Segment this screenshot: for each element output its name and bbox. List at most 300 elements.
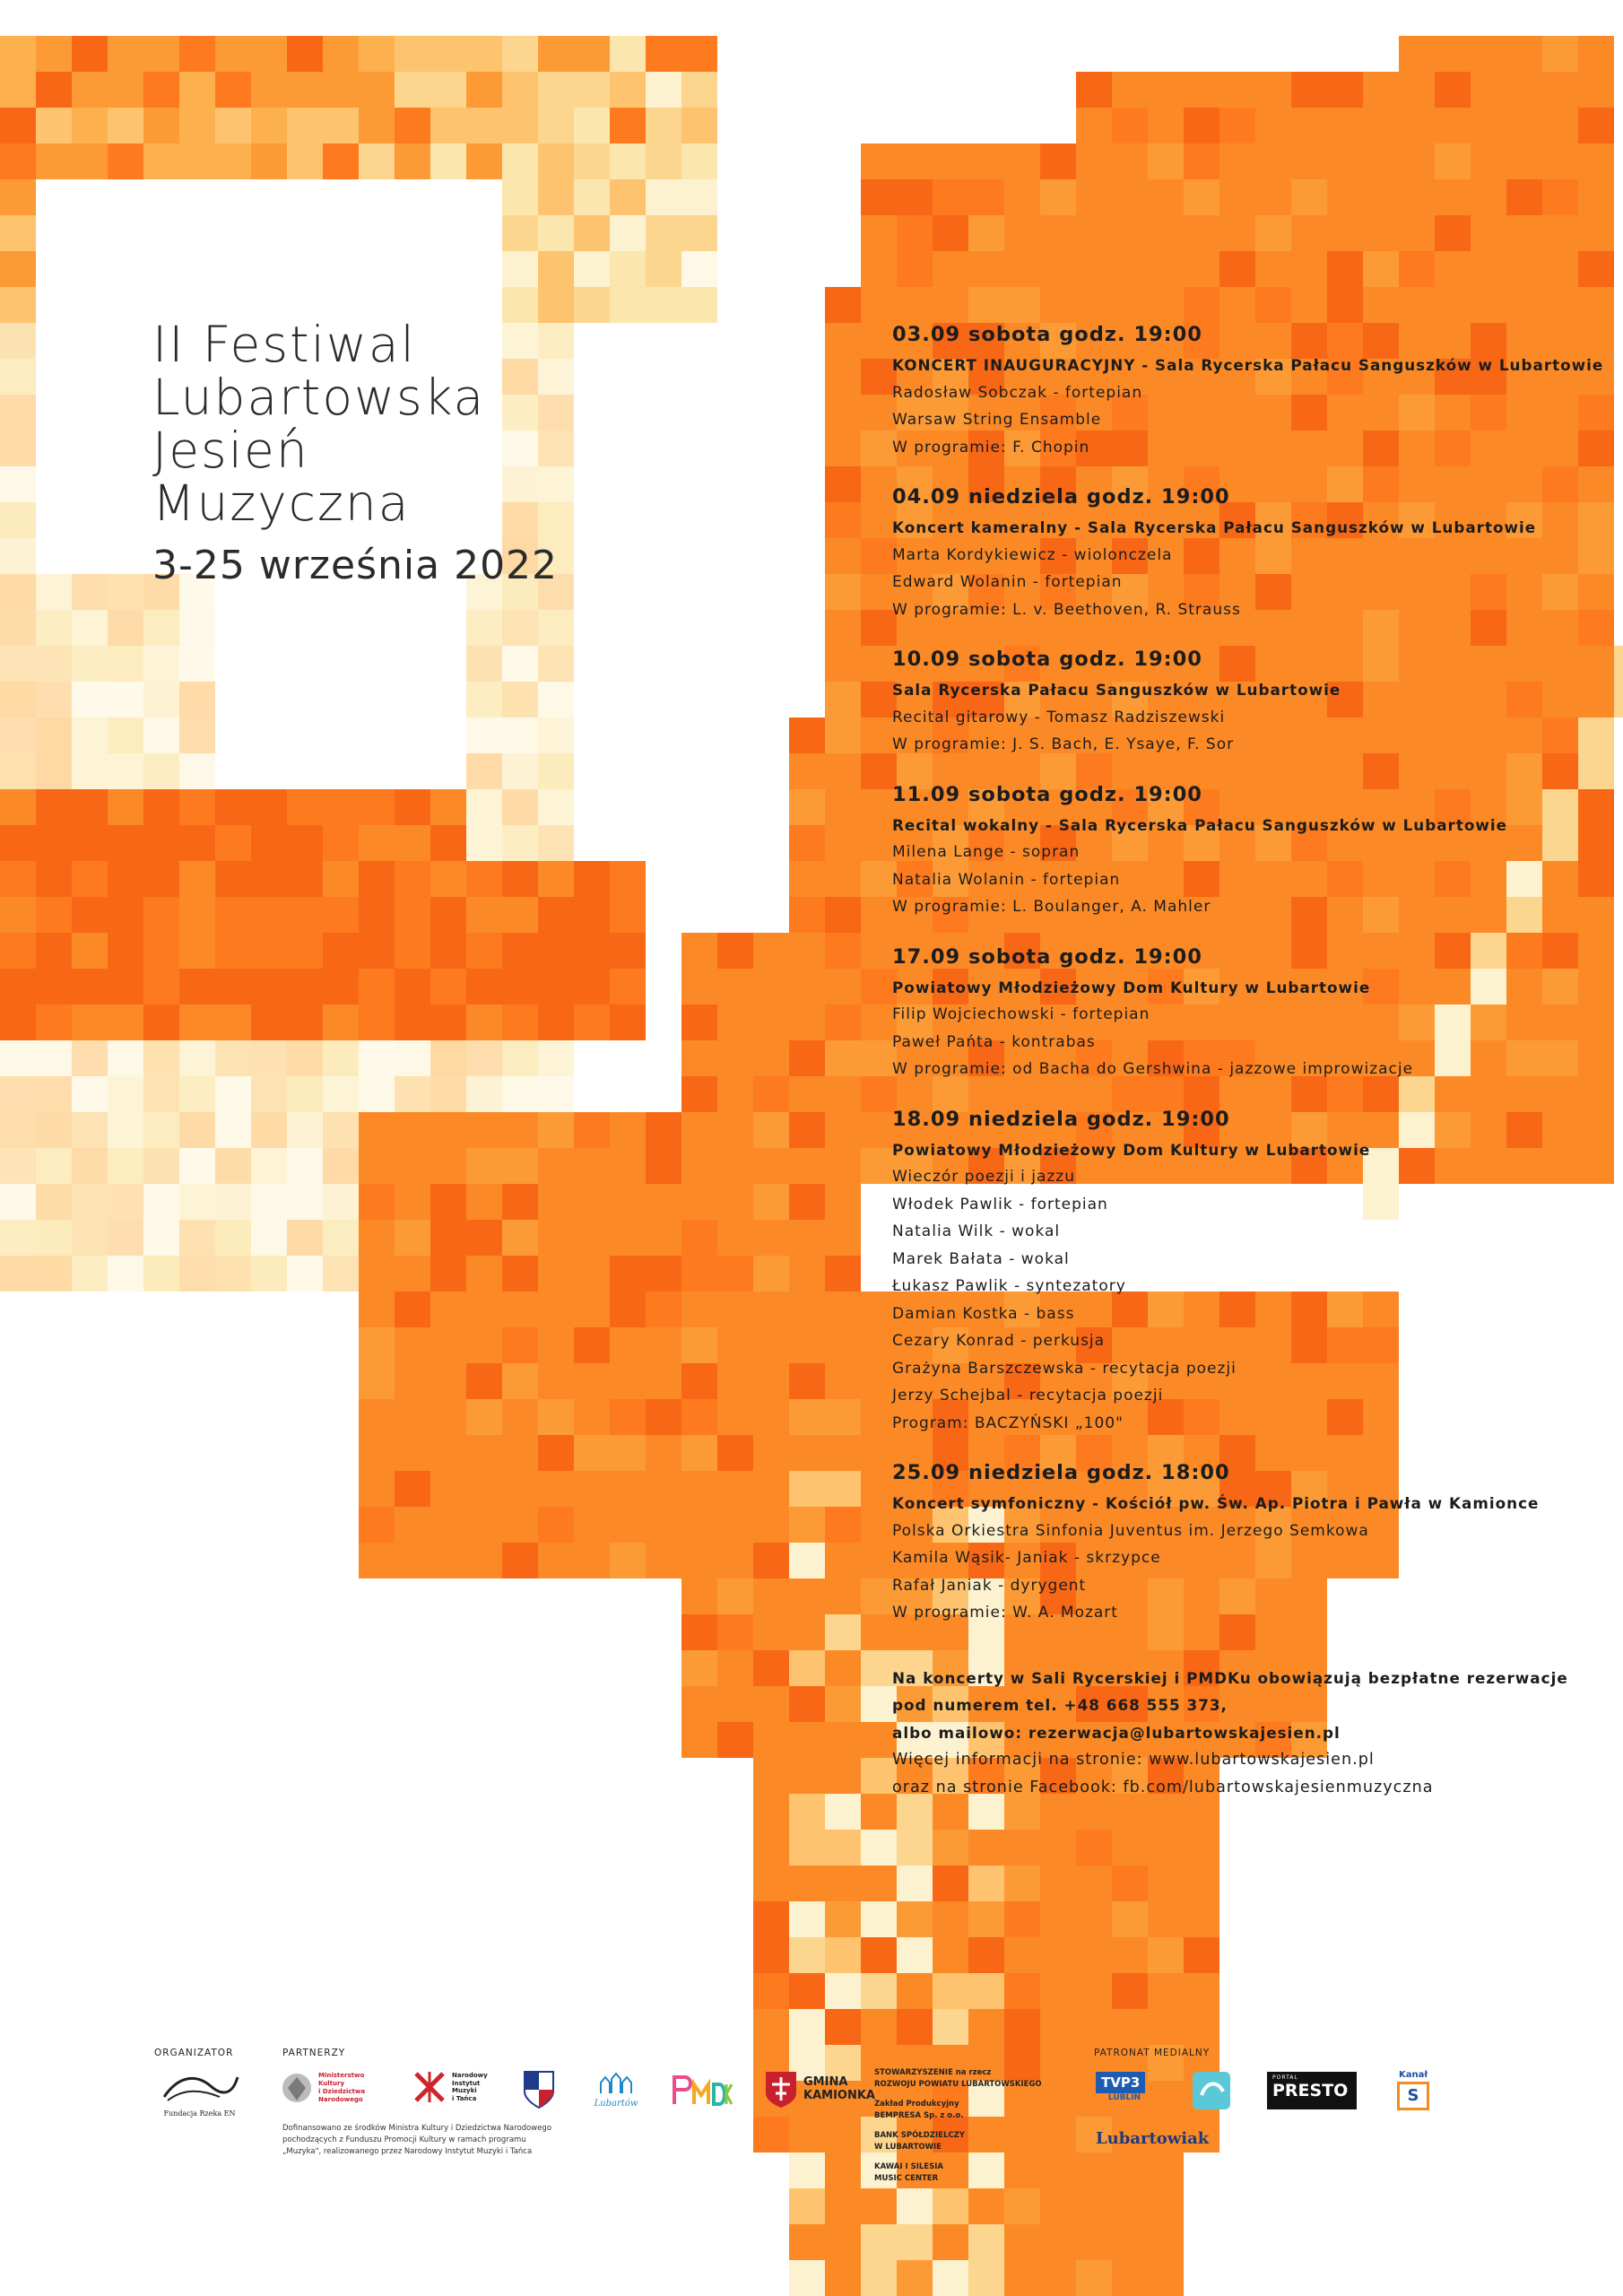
pixel-cell: [323, 1184, 359, 1220]
nimit-logo-text: [452, 2072, 488, 2102]
pixel-cell: [861, 825, 897, 861]
nimit-text-3: Muzyki: [452, 2087, 477, 2094]
pixel-cell: [466, 1399, 502, 1435]
pixel-cell: [359, 1363, 395, 1399]
pixel-cell: [108, 933, 143, 969]
pixel-cell: [215, 825, 251, 861]
pixel-cell: [1363, 287, 1399, 323]
pixel-cell: [430, 861, 466, 897]
pixel-cell: [933, 144, 968, 179]
pixel-cell: [287, 215, 323, 251]
event-venue: Powiatowy Młodzieżowy Dom Kultury w Lubartowie: [892, 978, 1371, 996]
pixel-cell: [430, 933, 466, 969]
pixel-cell: [681, 108, 717, 144]
pixel-cell: [1255, 215, 1291, 251]
pixel-cell: [1076, 179, 1112, 215]
pixel-cell: [251, 36, 287, 72]
pixel-cell: [395, 251, 430, 287]
pixel-cell: [933, 2224, 968, 2260]
facebook-line: oraz na stronie Facebook: fb.com/lubartowskajesienmuzyczna: [892, 1778, 1434, 1796]
pixel-cell: [825, 610, 861, 646]
sponsor-2-line-2: BEMPRESA Sp. z o.o.: [874, 2110, 964, 2120]
pixel-cell: [108, 1148, 143, 1184]
pixel-cell: [861, 144, 897, 179]
pixel-cell: [430, 1435, 466, 1471]
pixel-cell: [646, 1184, 681, 1220]
pixel-cell: [1291, 215, 1327, 251]
pixel-cell: [681, 1148, 717, 1184]
lubartow-logo: [594, 2072, 638, 2109]
pixel-cell: [538, 251, 574, 287]
pixel-cell: [108, 430, 143, 466]
pixel-cell: [430, 1004, 466, 1040]
pixel-cell: [0, 538, 36, 574]
pixel-cell: [143, 1040, 179, 1076]
pixel-cell: [538, 1256, 574, 1292]
pixel-cell: [861, 538, 897, 574]
pixel-cell: [359, 1004, 395, 1040]
pixel-cell: [717, 1256, 753, 1292]
pixel-cell: [359, 1399, 395, 1435]
sponsors-footer: [0, 2045, 1623, 2224]
pixel-cell: [395, 1292, 430, 1327]
pixel-cell: [681, 1614, 717, 1650]
pixel-cell: [933, 1830, 968, 1866]
pixel-cell: [108, 108, 143, 144]
pixel-cell: [395, 1040, 430, 1076]
reservation-email: albo mailowo: rezerwacja@lubartowskajesien.pl: [892, 1723, 1341, 1742]
pixel-cell: [502, 179, 538, 215]
pixel-cell: [610, 1112, 646, 1148]
pixel-cell: [1040, 1937, 1076, 1973]
pixel-cell: [359, 897, 395, 933]
pixel-cell: [0, 108, 36, 144]
pixel-cell: [395, 969, 430, 1004]
pixel-cell: [574, 1112, 610, 1148]
pixel-cell: [1506, 215, 1542, 251]
pixel-cell: [717, 1327, 753, 1363]
pixel-cell: [861, 789, 897, 825]
pixel-cell: [681, 287, 717, 323]
pixel-cell: [36, 359, 72, 395]
pixel-cell: [1291, 144, 1327, 179]
pixel-cell: [466, 969, 502, 1004]
pixel-cell: [72, 969, 108, 1004]
pixel-cell: [143, 682, 179, 718]
pixel-cell: [72, 682, 108, 718]
pixel-cell: [323, 1112, 359, 1148]
pixel-cell: [323, 969, 359, 1004]
pixel-cell: [681, 1004, 717, 1040]
pixel-cell: [574, 144, 610, 179]
pixel-cell: [466, 682, 502, 718]
title-line-4: Muzyczna: [152, 474, 411, 532]
pixel-cell: [72, 502, 108, 538]
pixel-cell: [1219, 287, 1255, 323]
pixel-cell: [825, 969, 861, 1004]
pixel-cell: [825, 287, 861, 323]
pixel-cell: [753, 1184, 789, 1220]
pixel-cell: [861, 1148, 897, 1184]
pixel-cell: [1004, 1937, 1040, 1973]
pixel-cell: [897, 251, 933, 287]
event-detail: Jerzy Schejbal - recytacja poezji: [892, 1387, 1164, 1405]
pixel-cell: [789, 1435, 825, 1471]
pixel-cell: [0, 861, 36, 897]
pixel-cell: [753, 1722, 789, 1758]
pixel-cell: [753, 969, 789, 1004]
pixel-cell: [574, 1399, 610, 1435]
event-2: [892, 481, 1601, 623]
pixel-cell: [538, 1327, 574, 1363]
pixel-cell: [1112, 1937, 1148, 1973]
pixel-cell: [287, 969, 323, 1004]
pixel-cell: [1435, 179, 1471, 215]
pixel-cell: [610, 897, 646, 933]
pixel-cell: [466, 1543, 502, 1578]
pixel-cell: [1112, 1901, 1148, 1937]
pixel-cell: [610, 1220, 646, 1256]
pixel-cell: [1004, 251, 1040, 287]
pixel-cell: [717, 1435, 753, 1471]
pixel-cell: [1506, 36, 1542, 72]
pixel-cell: [681, 215, 717, 251]
pixel-cell: [215, 1184, 251, 1220]
pixel-cell: [0, 1220, 36, 1256]
pixel-cell: [825, 1399, 861, 1435]
pixel-cell: [861, 1399, 897, 1435]
pixel-cell: [36, 287, 72, 323]
pixel-cell: [359, 1184, 395, 1220]
pixel-cell: [502, 646, 538, 682]
pixel-cell: [36, 1040, 72, 1076]
pixel-cell: [0, 1076, 36, 1112]
pixel-cell: [502, 1076, 538, 1112]
pixel-cell: [108, 395, 143, 430]
pixel-cell: [789, 933, 825, 969]
pixel-cell: [681, 1184, 717, 1220]
pixel-cell: [646, 1435, 681, 1471]
event-venue: Koncert kameralny - Sala Rycerska Pałacu Sanguszków w Lubartowie: [892, 518, 1537, 536]
pixel-cell: [1076, 2224, 1112, 2260]
pixel-cell: [610, 179, 646, 215]
pixel-cell: [610, 1507, 646, 1543]
pixel-cell: [502, 287, 538, 323]
pixel-cell: [789, 861, 825, 897]
pixel-cell: [753, 1399, 789, 1435]
pixel-cell: [753, 1256, 789, 1292]
pixel-cell: [646, 1256, 681, 1292]
pixel-cell: [825, 1112, 861, 1148]
pixel-cell: [72, 538, 108, 574]
pixel-cell: [287, 933, 323, 969]
gmina-text-1: GMINA: [803, 2075, 848, 2089]
pixel-cell: [861, 933, 897, 969]
event-detail: Kamila Wąsik- Janiak - skrzypce: [892, 1549, 1161, 1567]
pixel-cell: [789, 825, 825, 861]
concert-program: [892, 318, 1604, 1801]
pixel-cell: [251, 72, 287, 108]
pixel-cell: [251, 108, 287, 144]
pixel-cell: [825, 1866, 861, 1901]
pixel-cell: [395, 144, 430, 179]
pixel-cell: [36, 1076, 72, 1112]
pixel-cell: [861, 1543, 897, 1578]
pixel-cell: [610, 1004, 646, 1040]
lubartowiak-logo: Lubartowiak: [1096, 2129, 1210, 2148]
pixel-cell: [179, 753, 215, 789]
pixel-cell: [538, 36, 574, 72]
pixel-cell: [1040, 1973, 1076, 2009]
pixel-cell: [0, 1040, 36, 1076]
pixel-cell: [1076, 1830, 1112, 1866]
pixel-cell: [574, 1256, 610, 1292]
pixel-cell: [1148, 251, 1184, 287]
event-detail: Polska Orkiestra Sinfonia Juventus im. Jerzego Semkowa: [892, 1521, 1369, 1540]
pixel-cell: [538, 1363, 574, 1399]
pixel-cell: [0, 610, 36, 646]
pixel-cell: [1614, 682, 1623, 718]
pixel-cell: [108, 789, 143, 825]
pixel-cell: [72, 215, 108, 251]
pixel-cell: [897, 1901, 933, 1937]
pixel-cell: [430, 1363, 466, 1399]
pixel-cell: [0, 179, 36, 215]
pixel-cell: [108, 610, 143, 646]
pixel-cell: [1327, 251, 1363, 287]
pixel-cell: [825, 825, 861, 861]
pixel-cell: [287, 1076, 323, 1112]
pixel-cell: [323, 825, 359, 861]
pixel-cell: [36, 646, 72, 682]
lubartow-label: Lubartów: [594, 2099, 638, 2109]
pixel-cell: [825, 1004, 861, 1040]
pixel-cell: [681, 1363, 717, 1399]
event-detail: W programie: od Bacha do Gershwina - jazzowe improwizacje: [892, 1060, 1414, 1078]
pixel-cell: [897, 1830, 933, 1866]
pixel-cell: [108, 179, 143, 215]
pixel-cell: [968, 1830, 1004, 1866]
pixel-cell: [0, 825, 36, 861]
pixel-cell: [108, 144, 143, 179]
pixel-cell: [395, 1004, 430, 1040]
pixel-cell: [789, 1148, 825, 1184]
pixel-cell: [538, 144, 574, 179]
pixel-cell: [538, 825, 574, 861]
pixel-cell: [681, 969, 717, 1004]
pixel-cell: [1542, 179, 1578, 215]
pixel-cell: [1614, 646, 1623, 682]
pixel-cell: [681, 1435, 717, 1471]
pixel-cell: [1184, 251, 1219, 287]
sponsor-3-line-2: W LUBARTOWIE: [874, 2142, 942, 2152]
pixel-cell: [1327, 72, 1363, 108]
pixel-cell: [72, 395, 108, 430]
nimit-text-2: Instytut: [452, 2079, 481, 2087]
pixel-cell: [538, 1004, 574, 1040]
pixel-cell: [1255, 251, 1291, 287]
pixel-cell: [143, 1220, 179, 1256]
pixel-cell: [36, 144, 72, 179]
pixel-cell: [72, 108, 108, 144]
pixel-cell: [0, 1256, 36, 1292]
pixel-cell: [0, 969, 36, 1004]
pixel-cell: [179, 1256, 215, 1292]
gmina-text-2: KAMIONKA: [803, 2089, 875, 2102]
pixel-cell: [359, 108, 395, 144]
festival-title: [152, 318, 655, 589]
pixel-cell: [753, 1973, 789, 2009]
pixel-cell: [1148, 2009, 1184, 2045]
pixel-cell: [789, 1830, 825, 1866]
pixel-cell: [466, 825, 502, 861]
pixel-cell: [1506, 251, 1542, 287]
pixel-cell: [502, 251, 538, 287]
festival-dates: 3-25 września 2022: [152, 543, 559, 588]
pixel-cell: [861, 1471, 897, 1507]
pixel-cell: [502, 108, 538, 144]
pixel-cell: [574, 1148, 610, 1184]
pixel-cell: [36, 933, 72, 969]
pixel-cell: [933, 1937, 968, 1973]
pixel-cell: [1004, 287, 1040, 323]
pixel-cell: [395, 36, 430, 72]
kamionka-shield-icon: [764, 2070, 798, 2109]
pixel-cell: [538, 610, 574, 646]
pixel-cell: [430, 1148, 466, 1184]
pixel-cell: [1471, 36, 1506, 72]
pixel-cell: [717, 1686, 753, 1722]
pixel-cell: [108, 718, 143, 753]
pixel-cell: [36, 1220, 72, 1256]
pixel-cell: [0, 359, 36, 395]
pixel-cell: [574, 215, 610, 251]
pixel-cell: [1184, 144, 1219, 179]
pixel-cell: [538, 718, 574, 753]
pixel-cell: [0, 682, 36, 718]
pixel-cell: [108, 359, 143, 395]
pixel-cell: [1399, 144, 1435, 179]
pixel-cell: [825, 1292, 861, 1327]
pixel-cell: [825, 646, 861, 682]
event-detail: Radosław Sobczak - fortepian: [892, 383, 1143, 402]
pixel-cell: [717, 1543, 753, 1578]
pixel-cell: [0, 72, 36, 108]
pixel-cell: [753, 1937, 789, 1973]
pixel-cell: [466, 108, 502, 144]
pixel-cell: [681, 1040, 717, 1076]
pixel-cell: [1578, 215, 1614, 251]
pixel-cell: [36, 897, 72, 933]
pixel-cell: [143, 718, 179, 753]
pixel-cell: [681, 36, 717, 72]
pixel-cell: [323, 861, 359, 897]
tvp3-lublin-logo: [1096, 2072, 1159, 2115]
pixel-cell: [1399, 108, 1435, 144]
ministry-logo-text: [318, 2072, 365, 2104]
pixel-cell: [1506, 108, 1542, 144]
pixel-cell: [1148, 1937, 1184, 1973]
pixel-cell: [359, 1076, 395, 1112]
event-detail: W programie: L. v. Beethoven, R. Strauss: [892, 600, 1241, 619]
pixel-cell: [287, 1148, 323, 1184]
pixel-cell: [108, 1040, 143, 1076]
pixel-cell: [825, 2009, 861, 2045]
pixel-cell: [251, 1040, 287, 1076]
pixel-cell: [681, 72, 717, 108]
pixel-cell: [825, 1614, 861, 1650]
pixel-cell: [287, 897, 323, 933]
pixel-cell: [646, 1543, 681, 1578]
pixel-cell: [143, 861, 179, 897]
pixel-cell: [108, 753, 143, 789]
pixel-cell: [861, 430, 897, 466]
pixel-cell: [789, 1256, 825, 1292]
event-detail: W programie: J. S. Bach, E. Ysaye, F. Sor: [892, 735, 1235, 753]
pixel-cell: [430, 1292, 466, 1327]
pixel-cell: [825, 2224, 861, 2260]
pixel-cell: [1148, 108, 1184, 144]
pixel-cell: [143, 610, 179, 646]
pixel-cell: [861, 466, 897, 502]
pixel-cell: [646, 1363, 681, 1399]
pixel-cell: [1040, 144, 1076, 179]
pixel-cell: [753, 933, 789, 969]
pixel-cell: [897, 1937, 933, 1973]
event-4: [892, 778, 1601, 921]
pixel-cell: [359, 72, 395, 108]
event-detail: Program: BACZYŃSKI „100": [892, 1413, 1124, 1432]
pixel-cell: [753, 1220, 789, 1256]
pixel-cell: [179, 933, 215, 969]
pixel-cell: [1004, 2224, 1040, 2260]
pixel-cell: [430, 287, 466, 323]
reservation-phone: pod numerem tel. +48 668 555 373,: [892, 1696, 1228, 1714]
pixel-cell: [430, 1471, 466, 1507]
pixel-cell: [215, 969, 251, 1004]
pixel-cell: [430, 72, 466, 108]
pixel-cell: [1506, 179, 1542, 215]
event-detail: Filip Wojciechowski - fortepian: [892, 1005, 1150, 1023]
pixel-cell: [179, 1220, 215, 1256]
pixel-cell: [861, 1004, 897, 1040]
pixel-cell: [502, 682, 538, 718]
pixel-cell: [179, 1148, 215, 1184]
pixel-cell: [1076, 1973, 1112, 2009]
pixel-cell: [789, 1220, 825, 1256]
pixel-cell: [1076, 72, 1112, 108]
pixel-cell: [538, 789, 574, 825]
pixel-cell: [108, 215, 143, 251]
pixel-cell: [681, 251, 717, 287]
pixel-cell: [1399, 287, 1435, 323]
pixel-cell: [215, 1112, 251, 1148]
pixel-cell: [1435, 72, 1471, 108]
pixel-cell: [1363, 72, 1399, 108]
pixel-cell: [502, 789, 538, 825]
pixel-cell: [359, 1040, 395, 1076]
pixel-cell: [789, 1507, 825, 1543]
pixel-cell: [502, 215, 538, 251]
pixel-cell: [933, 1973, 968, 2009]
event-venue: Sala Rycerska Pałacu Sanguszków w Lubartowie: [892, 681, 1341, 699]
pixel-cell: [574, 1543, 610, 1578]
pixel-cell: [753, 1327, 789, 1363]
pixel-cell: [143, 825, 179, 861]
pixel-cell: [72, 861, 108, 897]
pixel-cell: [1040, 251, 1076, 287]
pixel-cell: [789, 789, 825, 825]
